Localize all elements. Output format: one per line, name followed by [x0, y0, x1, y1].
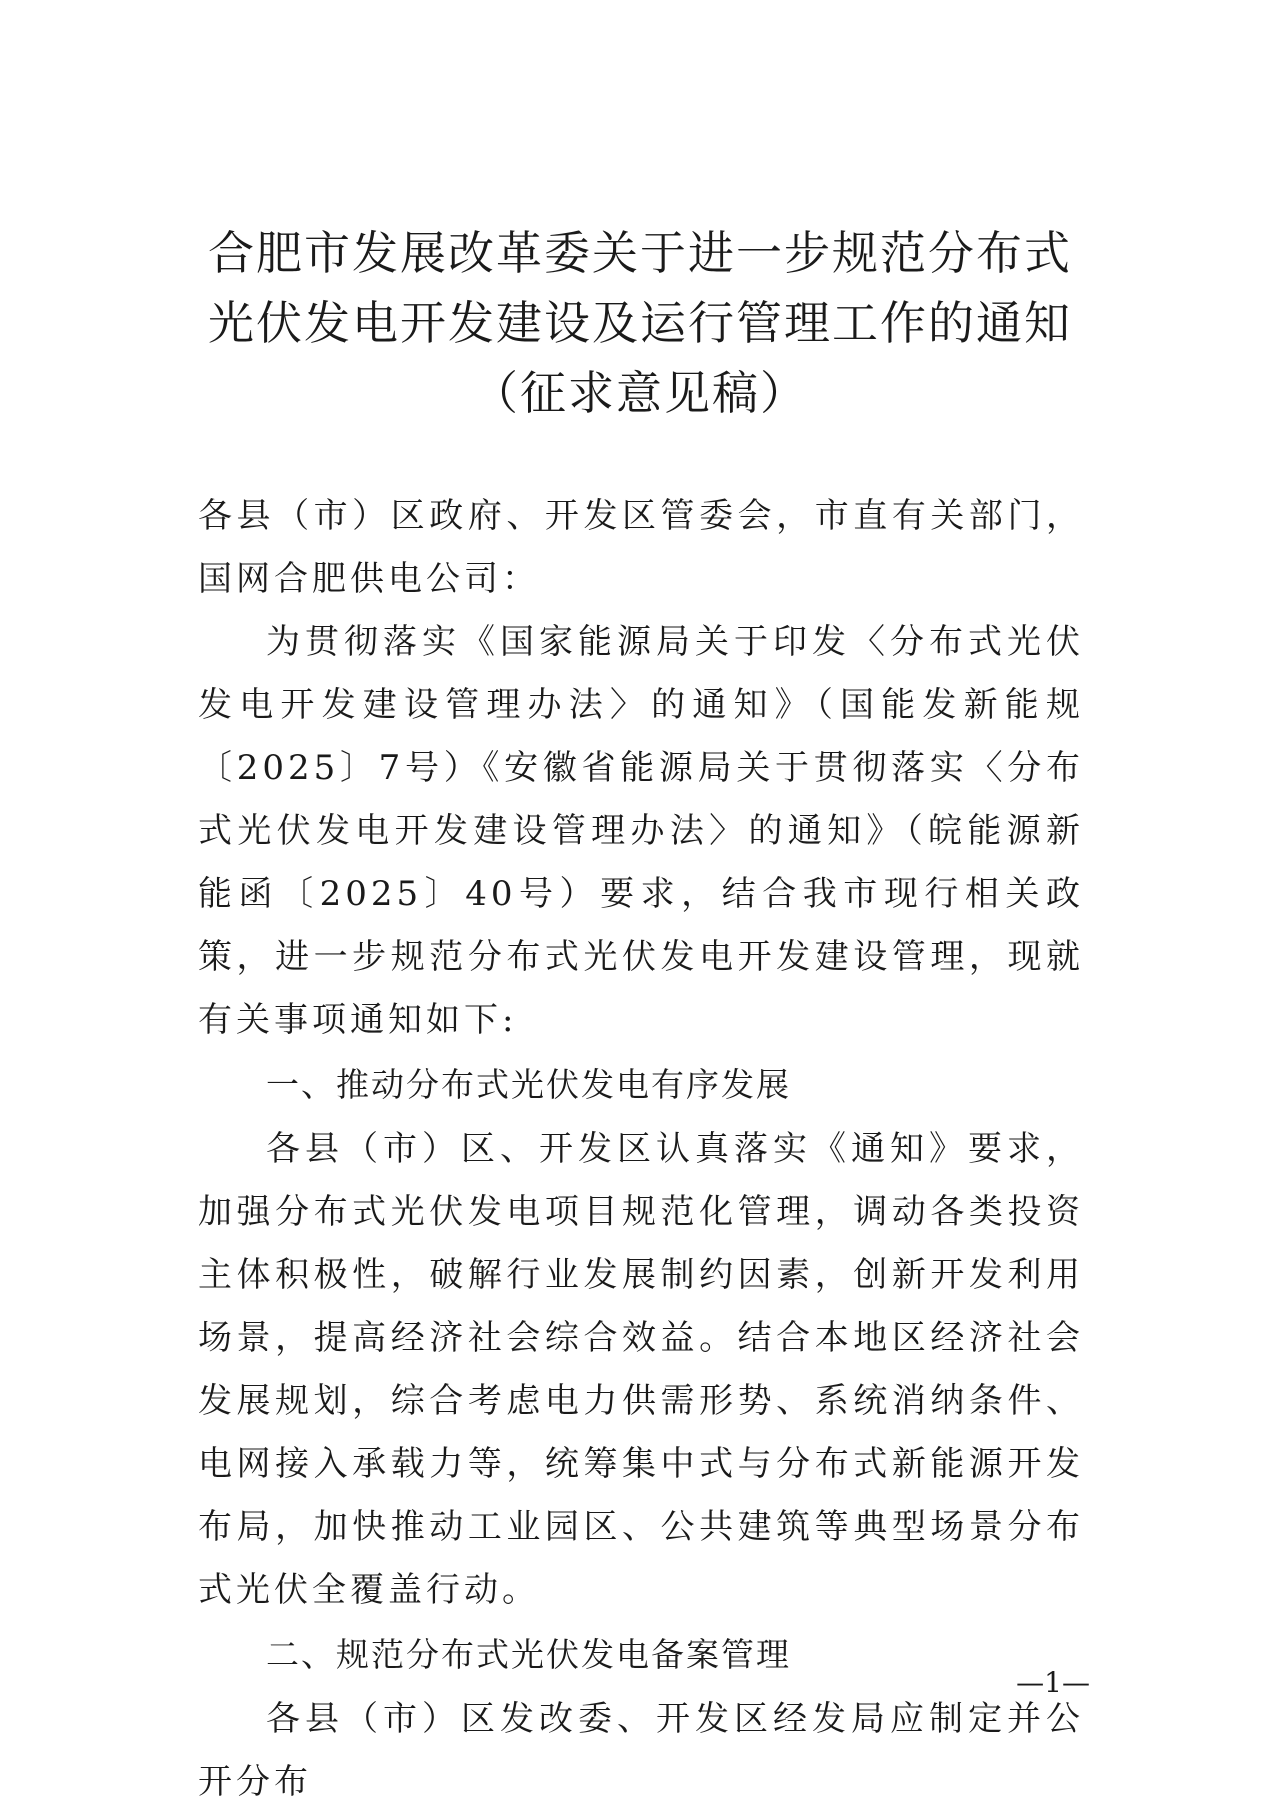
title-line-1: 合肥市发展改革委关于进一步规范分布式: [208, 226, 1072, 280]
title-line-2: 光伏发电开发建设及运行管理工作的通知: [208, 296, 1072, 350]
section-paragraph-1: 各县（市）区、开发区认真落实《通知》要求，加强分布式光伏发电项目规范化管理，调动各类投资主体积极性，破解行业发展制约因素，创新开发利用场景，提高经济社会综合效益。结合本地区经济社会发展规划，综合考虑电力供需形势、系统消纳条件、电网接入承载力等，统筹集中式与分布式新能源开发布局，加快推动工业园区、公共建筑等典型场景分布式光伏全覆盖行动。: [198, 1129, 1084, 1610]
page-number: —1—: [1016, 1666, 1090, 1699]
section-heading-2: 二、规范分布式光伏发电备案管理: [266, 1635, 791, 1674]
document-title: [140, 218, 1140, 428]
intro-paragraph: 为贯彻落实《国家能源局关于印发〈分布式光伏发电开发建设管理办法〉的通知》（国能发新能规〔2025〕7号）《安徽省能源局关于贯彻落实〈分布式光伏发电开发建设管理办法〉的通知》（皖能源新能函〔2025〕40号）要求，结合我市现行相关政策，进一步规范分布式光伏发电开发建设管理，现就有关事项通知如下:: [198, 622, 1084, 1040]
section-heading-1: 一、推动分布式光伏发电有序发展: [266, 1065, 791, 1104]
document-body: [198, 485, 1084, 1814]
salutation: 各县（市）区政府、开发区管委会，市直有关部门，国网合肥供电公司：: [198, 496, 1084, 599]
title-line-3: （征求意见稿）: [472, 366, 808, 420]
section-paragraph-2: 各县（市）区发改委、开发区经发局应制定并公开分布: [198, 1699, 1084, 1802]
